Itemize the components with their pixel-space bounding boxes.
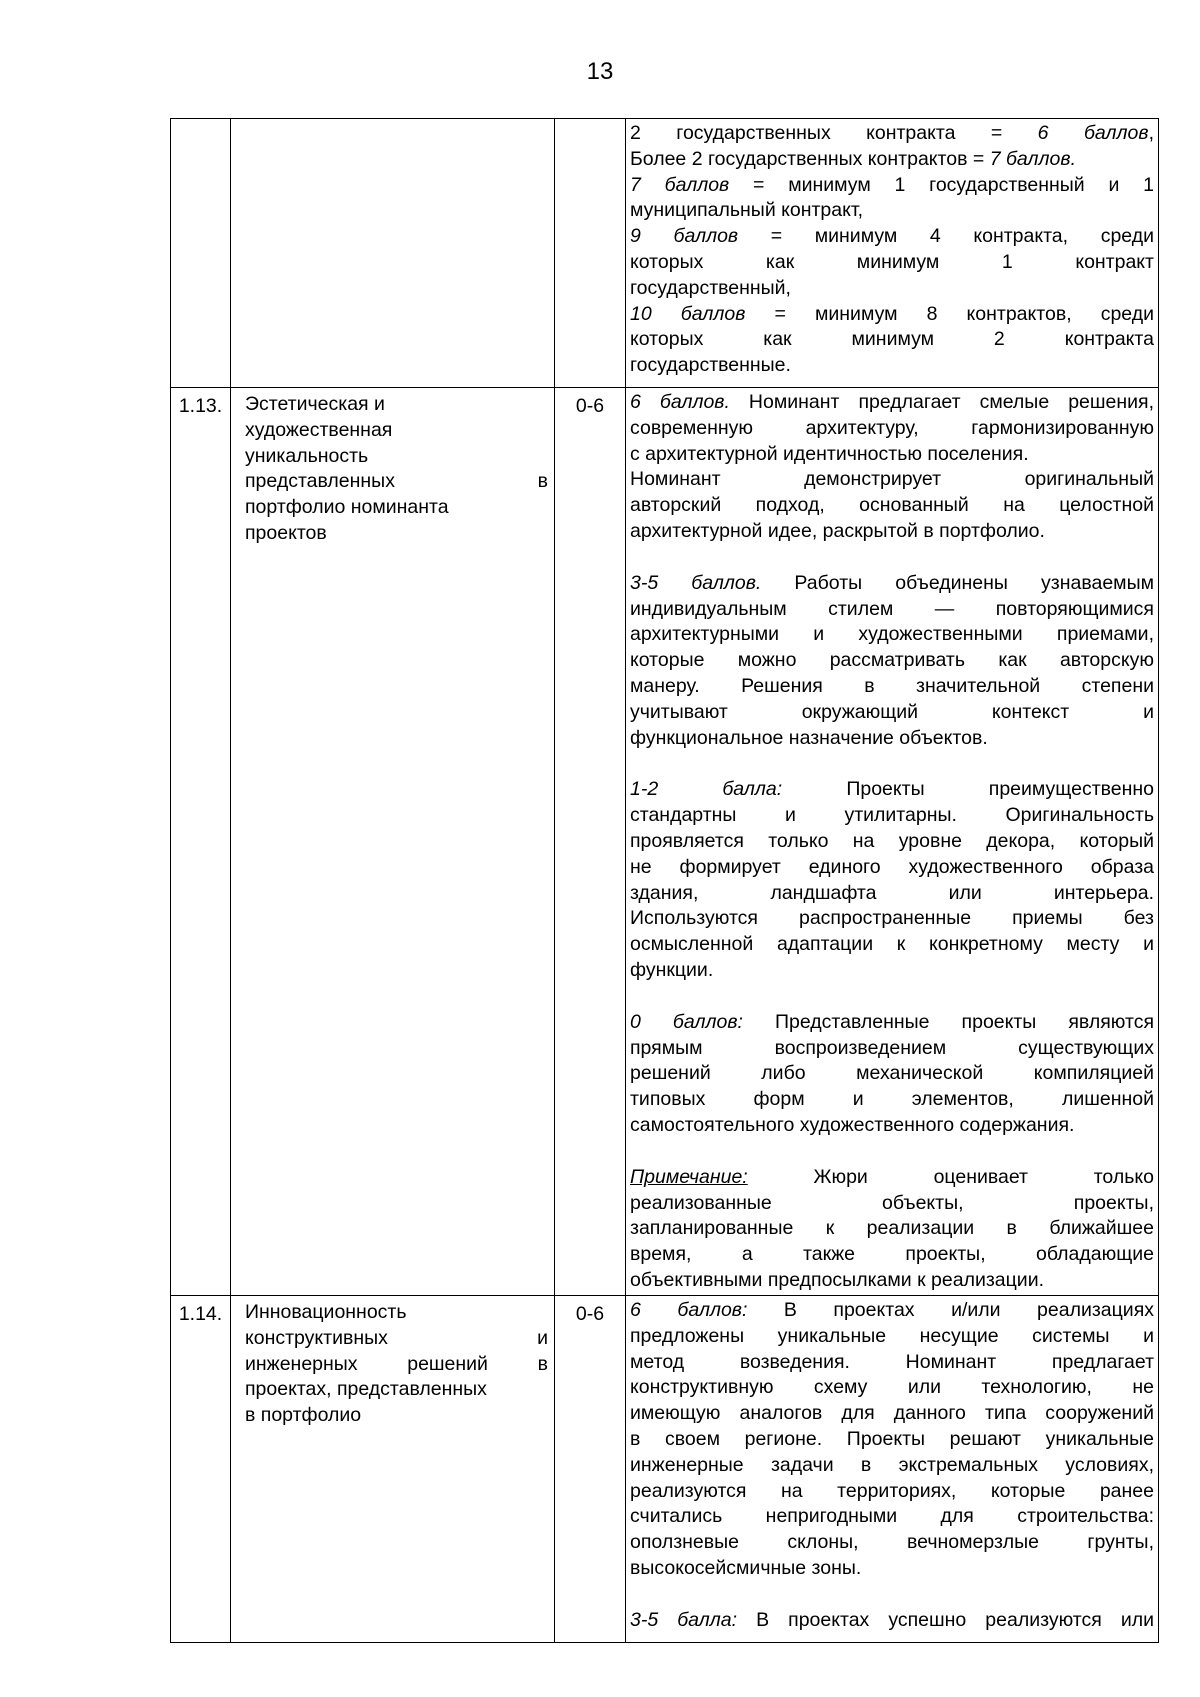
description-line: государственные.: [630, 354, 791, 377]
description-line: в своем регионе. Проекты решают уникальные: [630, 1427, 1154, 1450]
description-line: муниципальный контракт,: [630, 199, 864, 222]
criterion-name: [231, 388, 555, 1296]
table-row: [171, 119, 1159, 388]
description-line: самостоятельного художественного содержания.: [630, 1113, 1075, 1136]
description-line: оползневые склоны, вечномерзлые грунты,: [630, 1531, 1154, 1554]
paragraph-gap: [630, 1139, 1154, 1165]
criterion-name-line: портфолио номинанта: [245, 496, 449, 519]
description-line: предложены уникальные несущие системы и: [630, 1324, 1154, 1347]
criterion-name-line: конструктивных и: [245, 1326, 548, 1349]
paragraph-gap: [630, 984, 1154, 1010]
description-line: авторский подход, основанный на целостной: [630, 494, 1154, 517]
description-line: типовых форм и элементов, лишенной: [630, 1088, 1154, 1111]
description-line: Примечание: Жюри оценивает только: [630, 1165, 1154, 1188]
criterion-name: [231, 1296, 555, 1643]
description-line: здания, ландшафта или интерьера.: [630, 881, 1154, 904]
description-line: архитектурными и художественными приемами,: [630, 623, 1154, 646]
description-line: 9 баллов = минимум 4 контракта, среди: [630, 225, 1154, 248]
description-line: 10 баллов = минимум 8 контрактов, среди: [630, 302, 1154, 325]
description-line: конструктивную схему или технологию, не: [630, 1376, 1154, 1399]
description-line: функции.: [630, 958, 714, 981]
description-line: с архитектурной идентичностью поселения.: [630, 442, 1029, 465]
description-line: учитывают окружающий контекст и: [630, 700, 1154, 723]
criterion-description: [626, 119, 1159, 388]
description-line: считались непригодными для строительства:: [630, 1505, 1154, 1528]
criterion-description: [626, 1296, 1159, 1643]
criterion-name-line: Инновационность: [245, 1301, 407, 1323]
paragraph-gap: [630, 751, 1154, 777]
criterion-name-line: уникальность: [245, 444, 369, 467]
description-line: Более 2 государственных контрактов = 7 баллов.: [630, 147, 1076, 170]
description-line: решений либо механической компиляцией: [630, 1062, 1154, 1085]
criterion-name-line: художественная: [245, 418, 393, 441]
criterion-name: [231, 119, 555, 388]
description-line: государственный,: [630, 276, 791, 299]
criterion-name-line: инженерных решений в: [245, 1352, 548, 1375]
criterion-number: 1.14.: [171, 1296, 231, 1643]
criterion-score-range: 0-6: [555, 388, 626, 1296]
description-line: прямым воспроизведением существующих: [630, 1036, 1154, 1059]
description-line: 6 баллов: В проектах и/или реализациях: [630, 1299, 1155, 1321]
description-line: манеру. Решения в значительной степени: [630, 674, 1154, 697]
description-line: высокосейсмичные зоны.: [630, 1556, 862, 1579]
criterion-name-line: проектов: [245, 521, 327, 544]
description-line: 7 баллов = минимум 1 государственный и 1: [630, 173, 1154, 196]
description-line: которые можно рассматривать как авторскую: [630, 649, 1154, 672]
criterion-number: 1.13.: [171, 388, 231, 1296]
description-line: 2 государственных контракта = 6 баллов,: [630, 122, 1154, 144]
description-line: 3-5 балла: В проектах успешно реализуются или: [630, 1608, 1154, 1631]
description-line: 3-5 баллов. Работы объединены узнаваемым: [630, 571, 1154, 594]
description-line: современную архитектуру, гармонизированную: [630, 416, 1154, 439]
description-line: 0 баллов: Представленные проекты являются: [630, 1010, 1155, 1033]
criterion-name-line: проектах, представленных: [245, 1378, 487, 1401]
description-line: Номинант демонстрирует оригинальный: [630, 468, 1154, 491]
description-line: архитектурной идее, раскрытой в портфолио.: [630, 519, 1045, 542]
criterion-description: [626, 388, 1159, 1296]
description-line: стандартны и утилитарны. Оригинальность: [630, 804, 1154, 827]
description-line: инженерные задачи в экстремальных условиях,: [630, 1453, 1154, 1476]
criterion-name-line: представленных в: [245, 470, 548, 493]
table-row: [171, 1296, 1159, 1643]
description-line: реализуются на территориях, которые ранее: [630, 1479, 1154, 1502]
criterion-score-range: [555, 119, 626, 388]
description-line: осмысленной адаптации к конкретному месту и: [630, 933, 1154, 956]
table-row: [171, 388, 1159, 1296]
description-line: имеющую аналогов для данного типа сооружений: [630, 1402, 1154, 1425]
description-line: запланированные к реализации в ближайшее: [630, 1217, 1154, 1240]
paragraph-gap: [630, 1582, 1154, 1608]
criterion-name-line: Эстетическая и: [245, 393, 385, 415]
description-line: метод возведения. Номинант предлагает: [630, 1350, 1154, 1373]
paragraph-gap: [630, 545, 1154, 571]
criterion-name-line: в портфолио: [245, 1404, 362, 1427]
description-line: 1-2 балла: Проекты преимущественно: [630, 778, 1154, 801]
page-number: 13: [586, 58, 614, 85]
description-line: не формирует единого художественного образа: [630, 855, 1154, 878]
criteria-table-body: [171, 119, 1159, 1643]
criterion-score-range: 0-6: [555, 1296, 626, 1643]
description-line: объективными предпосылками к реализации.: [630, 1268, 1045, 1291]
criteria-table: [170, 118, 1159, 1643]
description-line: время, а также проекты, обладающие: [630, 1243, 1154, 1266]
description-line: проявляется только на уровне декора, который: [630, 829, 1154, 852]
description-line: 6 баллов. Номинант предлагает смелые решения,: [630, 391, 1155, 413]
description-line: реализованные объекты, проекты,: [630, 1191, 1154, 1214]
description-line: функциональное назначение объектов.: [630, 726, 988, 749]
description-line: Используются распространенные приемы без: [630, 907, 1154, 930]
criterion-number: [171, 119, 231, 388]
description-line: которых как минимум 2 контракта: [630, 328, 1154, 351]
description-line: которых как минимум 1 контракт: [630, 250, 1154, 273]
description-line: индивидуальным стилем — повторяющимися: [630, 597, 1154, 620]
